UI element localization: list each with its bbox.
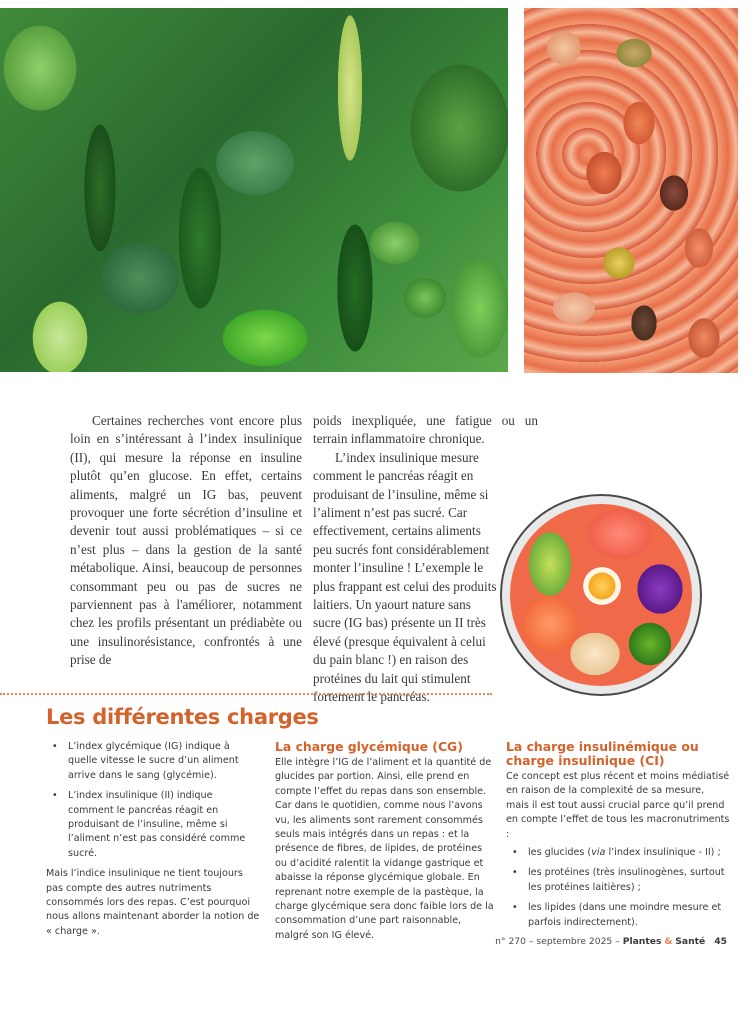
intro-paragraph-1-continued: poids inexpliquée, une fatigue ou un terrain inflammatoire chronique. (313, 413, 538, 447)
charges-column-glycemic (275, 740, 495, 943)
vegetables-photo (0, 8, 508, 372)
glycemic-load-paragraph-2: Car dans le quotidien, comme nous l’avons vu, les aliments sont rarement consommés seuls mais intégrés dans un repas : et la présence de fibres, de lipides, de protéines ou d’acidité ralentit la vidange gastrique et abaisse la réponse glycémique globale. En reprenant notre exemple de la pastèque, la charge glycémique sera donc faible lors de la consommation d’une part raisonnable, malgré son IG élevé. (275, 800, 494, 941)
insulinemic-load-paragraph: Ce concept est plus récent et moins médiatisé en raison de la complexité de sa mesure, mais il est tout aussi crucial parce qu’il prend en compte l’effet de tous les macronutriments : (506, 771, 730, 840)
brand-name-plantes: Plantes (622, 936, 662, 947)
issue-info: n° 270 – septembre 2025 – (495, 936, 620, 947)
section-title: Les différentes charges (46, 705, 319, 729)
bowl-photo (500, 494, 702, 696)
page-footer (495, 936, 727, 947)
list-item: • L’index glycémique (IG) indique à quelle vitesse le sucre d’un aliment arrive dans le sang (glycémie). (46, 740, 261, 783)
list-item: • les glucides (via l’index insulinique - II) ; (506, 846, 730, 860)
intro-paragraph-2: L’index insulinique mesure comment le pancréas réagit en produisant de l’insuline, même si l’aliment n’est pas sucré. Car effectivement, certains aliments peu sucrés font considérablement monter l’insuline ! L’exemple le plus frappant est celui des produits laitiers. Un yaourt nature sans sucre (IG bas) présente un II très élevé (presque équivalent à celui du pain blanc !) en raison des protéines du lait qui stimulent fortement le pancréas. (313, 449, 497, 705)
dotted-divider (0, 693, 492, 695)
brand-name-sante: Santé (675, 936, 706, 947)
definitions-paragraph: Mais l’indice insulinique ne tient toujours pas compte des autres nutriments consommés lors des repas. C’est pourquoi nous allons maintenant aborder la notion de « charge ». (46, 868, 260, 937)
glycemic-load-paragraph-1: Elle intègre l’IG de l’aliment et la quantité de glucides par portion. Ainsi, elle prend en compte l’effet du repas dans son ensemble. (275, 757, 492, 797)
list-item: • les lipides (dans une moindre mesure et parfois indirectement). (506, 901, 730, 930)
charges-column-definitions (46, 740, 261, 939)
definitions-list (46, 740, 261, 861)
brand-ampersand: & (664, 936, 673, 947)
glycemic-load-heading: La charge glycémique (CG) (275, 739, 463, 754)
intro-column-left (70, 412, 302, 670)
list-item: • les protéines (très insulinogènes, surtout les protéines laitières) ; (506, 866, 730, 895)
insulinemic-load-heading: La charge insulinémique ou charge insulinique (CI) (506, 739, 699, 768)
nuts-photo (524, 8, 738, 373)
intro-column-right (313, 412, 538, 707)
macronutrients-list (506, 846, 730, 930)
list-item: • L’index insulinique (II) indique comment le pancréas réagit en produisant de l’insuline, même si l’aliment n’est pas considéré comme sucré. (46, 789, 261, 861)
page-number: 45 (714, 936, 727, 947)
bowl-food (510, 504, 692, 686)
intro-paragraph-1: Certaines recherches vont encore plus loin en s’intéressant à l’index insulinique (II), qui mesure la réponse en insuline plutôt qu’en glucose. En effet, certains aliments, malgré un IG bas, peuvent provoquer une forte sécrétion d’insuline et devenir tout aussi problématiques – si ce n’est plus – dans la gestion de la santé métabolique. Ainsi, beaucoup de personnes consommant peu ou pas de sucres ne parviennent pas à l'améliorer, notamment chez les profils présentant un prédiabète ou une insulinorésistance, confrontés à une prise de (70, 413, 302, 668)
charges-column-insulinemic (506, 740, 730, 936)
